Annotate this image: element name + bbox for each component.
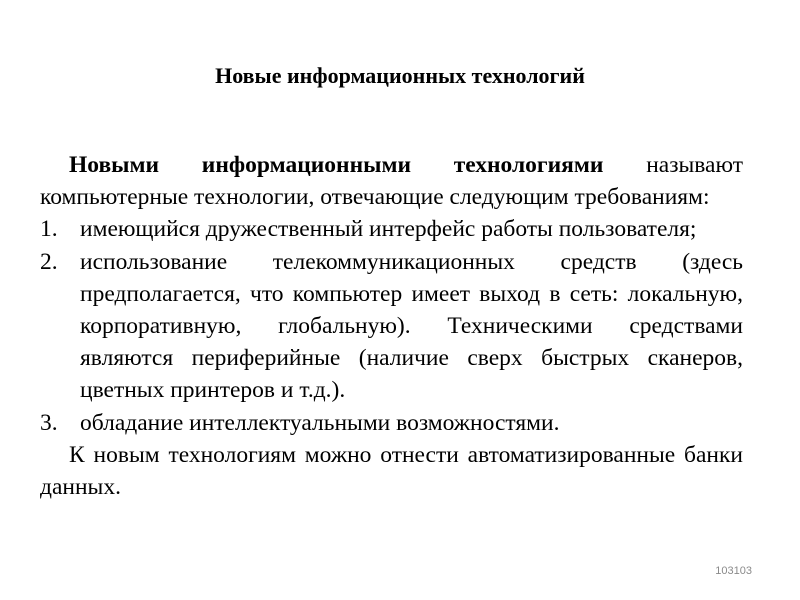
list-item xyxy=(40,407,743,439)
list-item-number: 1. xyxy=(40,216,58,243)
intro-paragraph xyxy=(40,149,743,213)
slide-id-label: 103103 xyxy=(715,565,752,577)
requirements-list xyxy=(40,213,743,438)
slide-title: Новые информационных технологий xyxy=(215,63,585,88)
list-item-text: использование телекоммуникационных средств (здесь предполагается, что компьютер имеет выход в сеть: локальную, корпоративную, глобальную). Техническими средствами являются периферийные (наличие сверх быстрых сканеров, цветных принтеров и т.д.). xyxy=(80,248,743,404)
list-item-number: 2. xyxy=(40,248,58,275)
list-item xyxy=(40,246,743,407)
list-item xyxy=(40,213,743,245)
list-item-text: обладание интеллектуальными возможностями. xyxy=(80,409,560,436)
intro-text: называют компьютерные технологии, отвечающие следующим требованиям: xyxy=(40,152,743,211)
intro-bold-term: Новыми информационными технологиями xyxy=(69,152,604,178)
slide-body xyxy=(40,149,743,503)
list-item-text: имеющийся дружественный интерфейс работы пользователя; xyxy=(80,216,697,243)
list-item-number: 3. xyxy=(40,409,58,436)
closing-paragraph: К новым технологиям можно отнести автоматизированные банки данных. xyxy=(40,441,743,501)
